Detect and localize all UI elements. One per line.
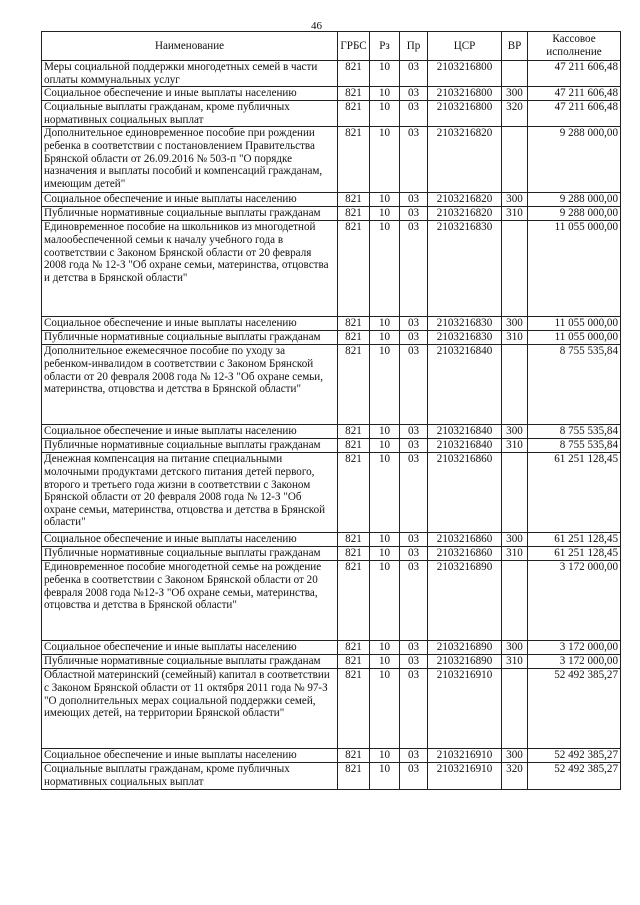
cell-vr: 310 [502,547,528,561]
cell-amount: 3 172 000,00 [528,655,621,669]
table-row [42,763,621,789]
cell-pr: 03 [400,547,428,561]
cell-grbs: 821 [338,193,370,207]
cell-name: Единовременное пособие многодетной семье на рождение ребенка в соответствии с Законом Брянской области от 20 февраля 2008 года №12-З "Об охране семьи, материнства, отцовства и детства в Брянской области" [42,561,338,641]
cell-vr [502,127,528,193]
cell-csr: 2103216890 [428,561,502,641]
cell-name: Публичные нормативные социальные выплаты гражданам [42,655,338,669]
cell-pr: 03 [400,331,428,345]
table-row [42,547,621,561]
cell-name: Социальное обеспечение и иные выплаты населению [42,641,338,655]
cell-pr: 03 [400,87,428,101]
cell-vr [502,221,528,317]
cell-csr: 2103216860 [428,547,502,561]
cell-name: Меры социальной поддержки многодетных семей в части оплаты коммунальных услуг [42,61,338,87]
table-row [42,193,621,207]
cell-pr: 03 [400,101,428,127]
table-row [42,101,621,127]
cell-csr: 2103216910 [428,669,502,749]
header-pr: Пр [400,32,428,61]
table-row [42,561,621,641]
table-row [42,655,621,669]
cell-amount: 9 288 000,00 [528,127,621,193]
cell-amount: 61 251 128,45 [528,533,621,547]
cell-amount: 47 211 606,48 [528,101,621,127]
cell-vr: 320 [502,101,528,127]
cell-grbs: 821 [338,439,370,453]
cell-grbs: 821 [338,61,370,87]
table-row [42,127,621,193]
cell-pr: 03 [400,453,428,533]
cell-csr: 2103216840 [428,439,502,453]
cell-name: Социальное обеспечение и иные выплаты населению [42,425,338,439]
cell-rz: 10 [370,193,400,207]
cell-csr: 2103216910 [428,749,502,763]
budget-table [41,31,621,790]
cell-csr: 2103216800 [428,87,502,101]
cell-amount: 8 755 535,84 [528,425,621,439]
cell-grbs: 821 [338,763,370,789]
cell-pr: 03 [400,669,428,749]
cell-rz: 10 [370,547,400,561]
cell-rz: 10 [370,221,400,317]
cell-pr: 03 [400,345,428,425]
cell-rz: 10 [370,669,400,749]
table-row [42,749,621,763]
cell-grbs: 821 [338,207,370,221]
cell-rz: 10 [370,453,400,533]
cell-amount: 8 755 535,84 [528,345,621,425]
table-row [42,61,621,87]
cell-name: Публичные нормативные социальные выплаты гражданам [42,331,338,345]
table-row [42,439,621,453]
cell-name: Социальное обеспечение и иные выплаты населению [42,317,338,331]
cell-vr [502,61,528,87]
cell-grbs: 821 [338,749,370,763]
cell-vr: 310 [502,331,528,345]
cell-csr: 2103216860 [428,533,502,547]
cell-name: Социальные выплаты гражданам, кроме публичных нормативных социальных выплат [42,101,338,127]
cell-vr [502,453,528,533]
cell-grbs: 821 [338,669,370,749]
cell-vr: 300 [502,87,528,101]
table-row [42,87,621,101]
cell-name: Областной материнский (семейный) капитал в соответствии с Законом Брянской области от 11 октября 2011 года № 97-З "О дополнительных мерах социальной поддержки семей, имеющих детей, на территории Брянской области" [42,669,338,749]
cell-rz: 10 [370,61,400,87]
cell-vr: 300 [502,749,528,763]
cell-rz: 10 [370,641,400,655]
table-header-row [42,32,621,61]
cell-pr: 03 [400,439,428,453]
cell-vr: 300 [502,425,528,439]
cell-name: Социальное обеспечение и иные выплаты населению [42,533,338,547]
cell-pr: 03 [400,207,428,221]
cell-rz: 10 [370,207,400,221]
table-row [42,669,621,749]
cell-name: Социальное обеспечение и иные выплаты населению [42,193,338,207]
header-amount: Кассовое исполнение [528,32,621,61]
cell-amount: 11 055 000,00 [528,331,621,345]
cell-pr: 03 [400,655,428,669]
cell-amount: 52 492 385,27 [528,763,621,789]
cell-pr: 03 [400,749,428,763]
cell-csr: 2103216820 [428,207,502,221]
cell-amount: 11 055 000,00 [528,317,621,331]
header-vr: ВР [502,32,528,61]
cell-vr [502,345,528,425]
cell-grbs: 821 [338,641,370,655]
cell-grbs: 821 [338,87,370,101]
cell-pr: 03 [400,641,428,655]
table-row [42,533,621,547]
cell-amount: 8 755 535,84 [528,439,621,453]
table-row [42,221,621,317]
cell-grbs: 821 [338,331,370,345]
cell-pr: 03 [400,561,428,641]
cell-grbs: 821 [338,533,370,547]
cell-amount: 11 055 000,00 [528,221,621,317]
cell-rz: 10 [370,439,400,453]
cell-rz: 10 [370,533,400,547]
table-row [42,453,621,533]
cell-amount: 9 288 000,00 [528,193,621,207]
cell-name: Единовременное пособие на школьников из многодетной малообеспеченной семьи к началу учебного года в соответствии с Законом Брянской области от 20 февраля 2008 года № 12-З "Об охране семьи, материнства, отцовства и детства в Брянской области" [42,221,338,317]
cell-vr: 300 [502,533,528,547]
cell-csr: 2103216860 [428,453,502,533]
header-grbs: ГРБС [338,32,370,61]
cell-vr: 310 [502,655,528,669]
cell-pr: 03 [400,533,428,547]
cell-rz: 10 [370,87,400,101]
table-row [42,641,621,655]
cell-vr [502,669,528,749]
cell-pr: 03 [400,317,428,331]
cell-name: Социальное обеспечение и иные выплаты населению [42,749,338,763]
page-number: 46 [311,20,322,32]
cell-pr: 03 [400,763,428,789]
table-row [42,317,621,331]
cell-grbs: 821 [338,101,370,127]
cell-rz: 10 [370,317,400,331]
cell-csr: 2103216840 [428,345,502,425]
cell-name: Денежная компенсация на питание специальными молочными продуктами детского питания детей первого, второго и третьего года жизни в соответствии с Законом Брянской области от 20 февраля 2008 года № 12-З "Об охране семьи, материнства, отцовства и детства в Брянской области" [42,453,338,533]
cell-grbs: 821 [338,561,370,641]
cell-grbs: 821 [338,345,370,425]
cell-vr: 320 [502,763,528,789]
cell-amount: 52 492 385,27 [528,669,621,749]
cell-name: Дополнительное единовременное пособие при рождении ребенка в соответствии с постановлением Правительства Брянской области от 26.09.2016 № 503-п "О порядке назначения и выплаты пособий и компенсаций гражданам, имеющим детей" [42,127,338,193]
cell-grbs: 821 [338,127,370,193]
cell-csr: 2103216830 [428,221,502,317]
cell-grbs: 821 [338,547,370,561]
table-row [42,207,621,221]
cell-vr: 300 [502,641,528,655]
cell-amount: 52 492 385,27 [528,749,621,763]
cell-grbs: 821 [338,425,370,439]
cell-csr: 2103216890 [428,641,502,655]
cell-csr: 2103216800 [428,101,502,127]
cell-csr: 2103216840 [428,425,502,439]
table-row [42,331,621,345]
cell-rz: 10 [370,561,400,641]
cell-name: Дополнительное ежемесячное пособие по уходу за ребенком-инвалидом в соответствии с Законом Брянской области от 20 февраля 2008 года № 12-З "Об охране семьи, материнства, отцовства и детства в Брянской области" [42,345,338,425]
cell-vr: 300 [502,317,528,331]
cell-name: Публичные нормативные социальные выплаты гражданам [42,547,338,561]
cell-amount: 47 211 606,48 [528,61,621,87]
header-rz: Рз [370,32,400,61]
cell-grbs: 821 [338,221,370,317]
cell-rz: 10 [370,749,400,763]
header-name: Наименование [42,32,338,61]
cell-pr: 03 [400,193,428,207]
cell-csr: 2103216820 [428,127,502,193]
cell-csr: 2103216830 [428,317,502,331]
cell-pr: 03 [400,127,428,193]
cell-csr: 2103216800 [428,61,502,87]
cell-vr: 310 [502,439,528,453]
cell-name: Публичные нормативные социальные выплаты гражданам [42,207,338,221]
table-row [42,345,621,425]
cell-rz: 10 [370,331,400,345]
cell-amount: 9 288 000,00 [528,207,621,221]
cell-csr: 2103216820 [428,193,502,207]
cell-name: Публичные нормативные социальные выплаты гражданам [42,439,338,453]
cell-csr: 2103216830 [428,331,502,345]
header-csr: ЦСР [428,32,502,61]
cell-name: Социальные выплаты гражданам, кроме публичных нормативных социальных выплат [42,763,338,789]
cell-rz: 10 [370,101,400,127]
cell-rz: 10 [370,655,400,669]
cell-grbs: 821 [338,317,370,331]
cell-csr: 2103216890 [428,655,502,669]
cell-pr: 03 [400,221,428,317]
cell-amount: 3 172 000,00 [528,561,621,641]
cell-rz: 10 [370,127,400,193]
cell-amount: 61 251 128,45 [528,547,621,561]
table-row [42,425,621,439]
cell-csr: 2103216910 [428,763,502,789]
cell-rz: 10 [370,425,400,439]
cell-rz: 10 [370,763,400,789]
cell-vr: 300 [502,193,528,207]
cell-amount: 3 172 000,00 [528,641,621,655]
cell-vr: 310 [502,207,528,221]
cell-grbs: 821 [338,655,370,669]
cell-pr: 03 [400,425,428,439]
cell-name: Социальное обеспечение и иные выплаты населению [42,87,338,101]
cell-grbs: 821 [338,453,370,533]
cell-rz: 10 [370,345,400,425]
cell-pr: 03 [400,61,428,87]
cell-amount: 47 211 606,48 [528,87,621,101]
cell-vr [502,561,528,641]
cell-amount: 61 251 128,45 [528,453,621,533]
